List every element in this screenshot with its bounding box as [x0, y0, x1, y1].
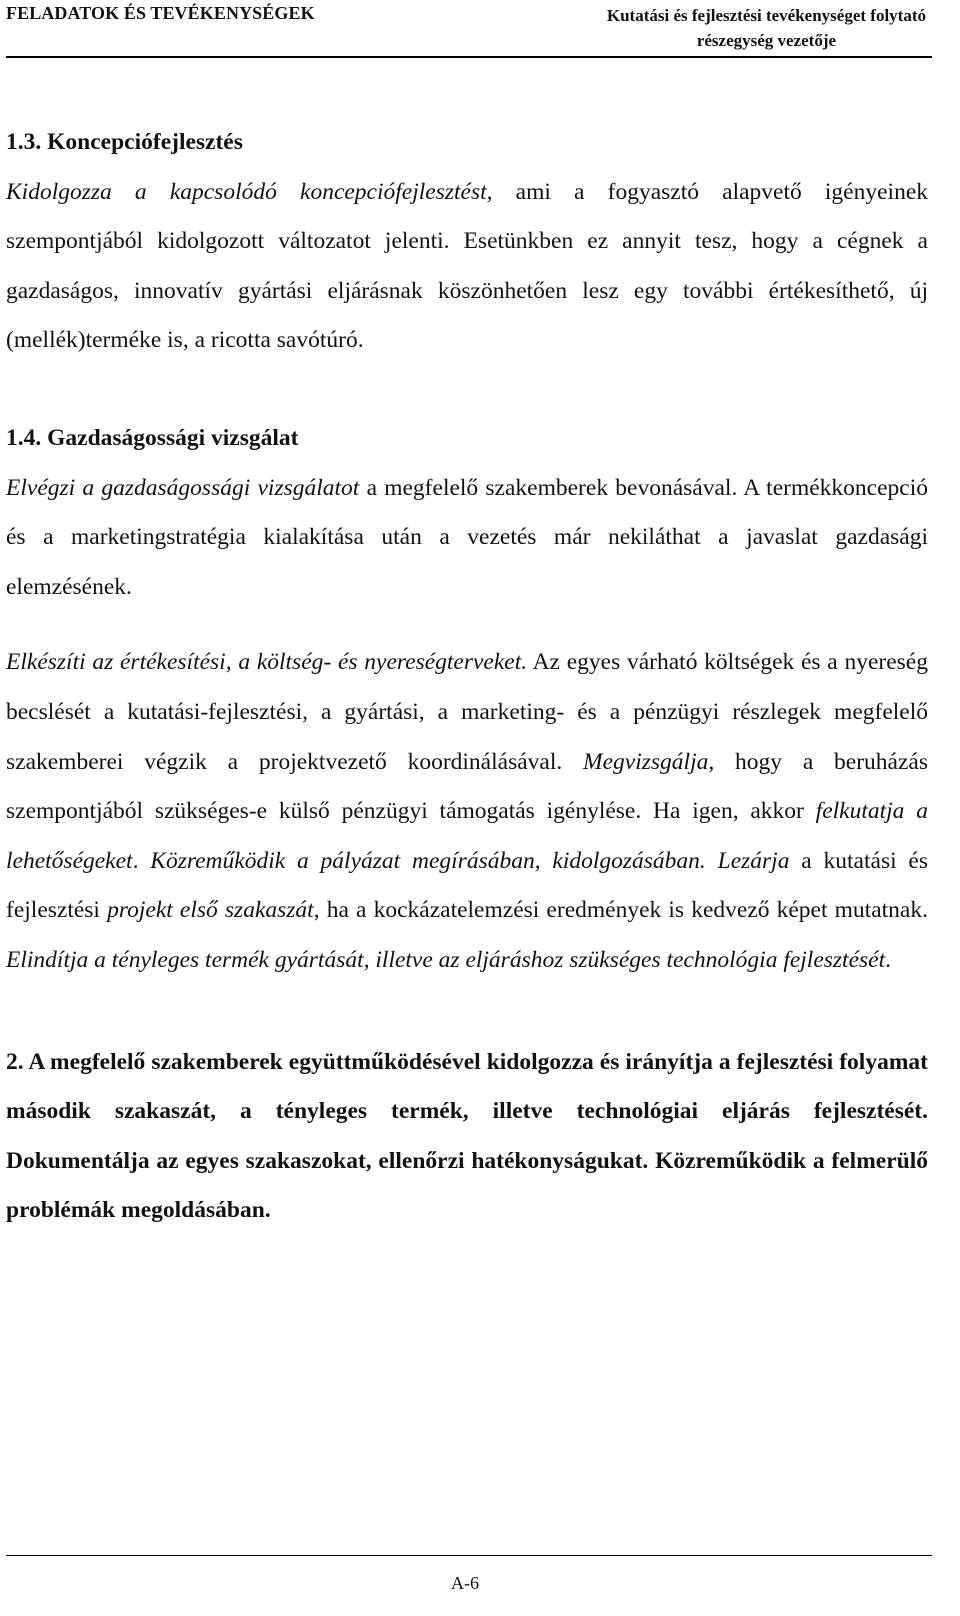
paragraph-text: a kutatási és fejlesztési — [6, 847, 929, 924]
page-number: A-6 — [451, 1573, 479, 1593]
header-chapter-title: FELADATOK ÉS TEVÉKENYSÉGEK — [6, 3, 315, 23]
paragraph-text: ami a fogyasztó alapvető igényeinek szempontjából kidolgozott változatot jelenti. Esetünkben ez annyit tesz, hogy a cégnek a gazdaságos, innovatív gyártási eljárásnak köszönhetően lesz egy további értékesíthető, új (mellék)terméke is, a ricotta savótúró. — [6, 178, 928, 354]
paragraph-text: a megfelelő szakemberek bevonásával. A termékkoncepció és a marketingstratégia kialakítása után a vezetés már nekiláthat a javaslat gazdasági elemzésének. — [6, 474, 928, 600]
section-heading-1-4: 1.4. Gazdaságossági vizsgálat — [6, 424, 299, 451]
italic-phrase: Elvégzi a gazdaságossági vizsgálatot — [6, 474, 360, 501]
paragraph-text: , ha a kockázatelemzési eredmények is kedvező képet mutatnak. — [313, 897, 928, 924]
italic-phrase: felkutatja a lehetőségeket — [6, 798, 928, 874]
section-2-paragraph: 2. A megfelelő szakemberek együttműködésével kidolgozza és irányítja a fejlesztési folyamat második szakaszát, a tényleges termék, illetve technológiai eljárás fejlesztését. Dokumentálja az egyes szakaszokat, ellenőrzi hatékonyságukat. Közreműködik a felmerülő problémák megoldásában. — [6, 1048, 928, 1224]
paragraph-gazdasagossag-2 — [6, 638, 928, 985]
header-role-line-1: Kutatási és fejlesztési tevékenységet folytató — [606, 6, 926, 25]
footer-rule — [6, 1555, 932, 1556]
italic-phrase: Megvizsgálja, — [583, 748, 715, 775]
page-header — [6, 0, 932, 58]
header-role-line-2: részegység vezetője — [696, 31, 837, 50]
page-content — [6, 118, 928, 1236]
spacer — [6, 612, 928, 638]
italic-phrase: Lezárja — [717, 847, 790, 874]
paragraph-gazdasagossag-1 — [6, 464, 928, 613]
italic-phrase: projekt első szakaszát — [107, 897, 314, 924]
italic-phrase: Közreműködik a pályázat megírásában, kidolgozásában. — [150, 847, 706, 874]
paragraph-text: Az egyes várható költségek és a nyereség becslését a kutatási-fejlesztési, a gyártási, a marketing- és a pénzügyi részlegek megfelelő szakemberei végzik a projektvezető koordinálásával. — [6, 649, 928, 775]
header-role-title — [607, 3, 926, 53]
italic-phrase: Elkészíti az értékesítési, a költség- és nyereségterveket. — [6, 649, 528, 676]
italic-phrase: Kidolgozza a kapcsolódó koncepciófejlesztést, — [6, 178, 493, 205]
italic-phrase: Elindítja a tényleges termék gyártását, illetve az eljáráshoz szükséges technológia fejlesztését — [6, 946, 886, 973]
spacer — [6, 986, 928, 1038]
spacer — [6, 366, 928, 414]
paragraph-text: hogy a beruházás szempontjából szükséges-e külső pénzügyi támogatás igénylése. Ha igen, akkor — [6, 748, 928, 825]
paragraph-text — [706, 848, 718, 874]
paragraph-koncepcio — [6, 168, 928, 366]
section-heading-1-3: 1.3. Koncepciófejlesztés — [6, 129, 243, 155]
paragraph-text: . — [885, 946, 891, 973]
paragraph-text: . — [132, 847, 151, 874]
